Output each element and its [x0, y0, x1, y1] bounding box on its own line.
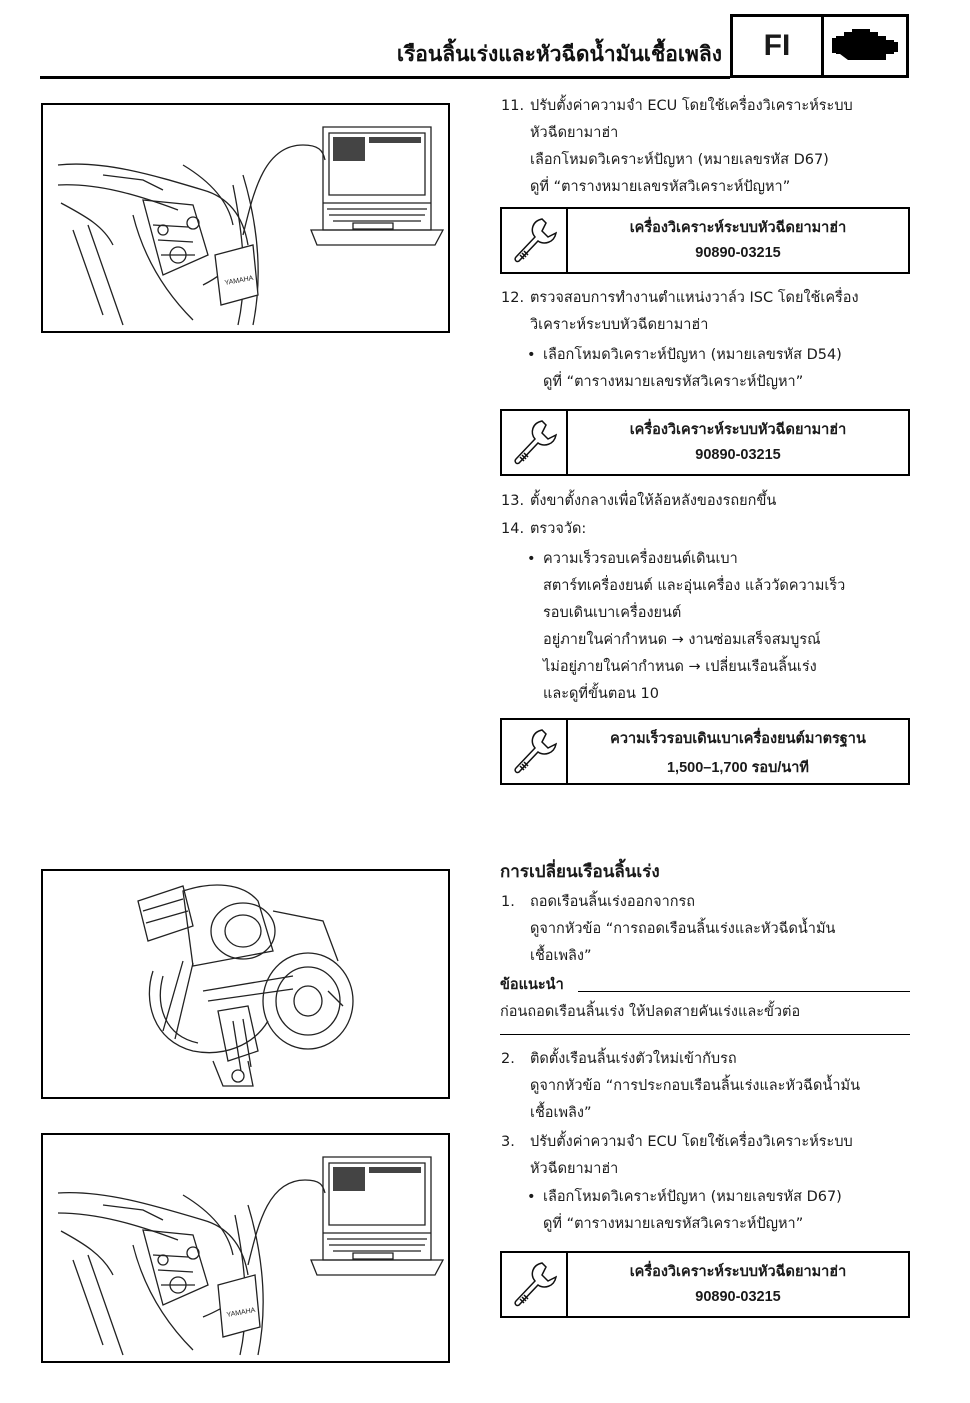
fig1-brand-label: YAMAHA [224, 275, 254, 287]
step-14-bullet-line-2: สตาร์ทเครื่องยนต์ และอุ่นเครื่อง แล้ววัดความเร็ว [543, 578, 846, 594]
wrench-icon [502, 209, 564, 271]
step-14-bullet-line-6: และดูที่ขั้นตอน 10 [543, 686, 659, 702]
fig3-brand-label: YAMAHA [226, 1307, 256, 1319]
step-11-line-2: หัวฉีดยามาฮ่า [530, 125, 619, 141]
note-rule-bottom [500, 1034, 910, 1035]
step-11-line-4: ดูที่ “ตารางหมายเลขรหัสวิเคราะห์ปัญหา” [530, 179, 791, 195]
step-14-bullet-line-3: รอบเดินเบาเครื่องยนต์ [543, 605, 682, 621]
throttle-body-illustration [43, 871, 448, 1097]
tool-icon-cell [502, 1253, 568, 1316]
step-12-line-1: ตรวจสอบการทำงานตำแหน่งวาล์ว ISC โดยใช้เครื่อง [530, 290, 859, 306]
note-text: ก่อนถอดเรือนลิ้นเร่ง ให้ปลดสายคันเร่งและขั้วต่อ [500, 1004, 801, 1020]
step-number: 2. [501, 1051, 515, 1067]
tool-box-1 [500, 207, 910, 274]
wrench-icon [502, 1253, 564, 1315]
tool-2-code: 90890-03215 [695, 447, 781, 463]
step-number: 13. [501, 493, 525, 509]
wrench-icon [502, 411, 564, 473]
step-number: 12. [501, 290, 525, 306]
step-3-bullet-line-2: ดูที่ “ตารางหมายเลขรหัสวิเคราะห์ปัญหา” [543, 1216, 804, 1232]
step-number: 11. [501, 98, 525, 114]
step-14-bullet-line-1: ความเร็วรอบเครื่องยนต์เดินเบา [543, 551, 738, 567]
spec-title: ความเร็วรอบเดินเบาเครื่องยนต์มาตรฐาน [610, 731, 866, 747]
engine-badge [821, 14, 909, 78]
figure-diagnostic-connection-1 [41, 103, 450, 333]
step-12-bullet-line-1: เลือกโหมดวิเคราะห์ปัญหา (หมายเลขรหัส D54) [543, 347, 842, 363]
tool-2-name: เครื่องวิเคราะห์ระบบหัวฉีดยามาฮ่า [629, 422, 847, 438]
figure-diagnostic-connection-2 [41, 1133, 450, 1363]
tool-3-name: เครื่องวิเคราะห์ระบบหัวฉีดยามาฮ่า [629, 1264, 847, 1280]
step-3-line-2: หัวฉีดยามาฮ่า [530, 1161, 619, 1177]
tool-1-code: 90890-03215 [695, 245, 781, 261]
section-title-replace-throttle-body: การเปลี่ยนเรือนลิ้นเร่ง [500, 862, 660, 882]
tool-1-name: เครื่องวิเคราะห์ระบบหัวฉีดยามาฮ่า [629, 220, 847, 236]
step-2-line-3: เชื้อเพลิง” [530, 1105, 592, 1121]
note-rule-top [578, 991, 910, 992]
step-14-bullet-line-5: ไม่อยู่ภายในค่ากำหนด → เปลี่ยนเรือนลิ้นเร่ง [543, 659, 817, 675]
step-2-line-2: ดูจากหัวข้อ “การประกอบเรือนลิ้นเร่งและหัวฉีดน้ำมัน [530, 1078, 860, 1094]
step-number: 1. [501, 894, 515, 910]
page-title: เรือนลิ้นเร่งและหัวฉีดน้ำมันเชื้อเพลิง [396, 41, 722, 66]
tool-icon-cell [502, 411, 568, 474]
step-3-line-1: ปรับตั้งค่าความจำ ECU โดยใช้เครื่องวิเคราะห์ระบบ [530, 1134, 853, 1150]
tool-box-2 [500, 409, 910, 476]
step-number: 3. [501, 1134, 515, 1150]
diagnostic-illustration [43, 1135, 448, 1361]
step-3-bullet-line-1: เลือกโหมดวิเคราะห์ปัญหา (หมายเลขรหัส D67) [543, 1189, 842, 1205]
step-2-line-1: ติดตั้งเรือนลิ้นเร่งตัวใหม่เข้ากับรถ [530, 1051, 737, 1067]
spec-value: 1,500–1,700 รอบ/นาที [666, 760, 809, 776]
step-12-bullet-line-2: ดูที่ “ตารางหมายเลขรหัสวิเคราะห์ปัญหา” [543, 374, 804, 390]
step-number: 14. [501, 521, 525, 537]
step-14-text: ตรวจวัด: [530, 521, 587, 537]
tool-box-3 [500, 1251, 910, 1318]
step-1-line-3: เชื้อเพลิง” [530, 948, 592, 964]
step-11-line-3: เลือกโหมดวิเคราะห์ปัญหา (หมายเลขรหัส D67) [530, 152, 829, 168]
note-label: ข้อแนะนำ [500, 976, 564, 993]
header-rule [40, 76, 730, 79]
tool-icon-cell [502, 209, 568, 272]
step-1-line-2: ดูจากหัวข้อ “การถอดเรือนลิ้นเร่งและหัวฉีดน้ำมัน [530, 921, 836, 937]
diagnostic-illustration [43, 105, 448, 331]
spec-box [500, 718, 910, 785]
fi-badge [730, 14, 824, 78]
step-12-line-2: วิเคราะห์ระบบหัวฉีดยามาฮ่า [530, 317, 709, 333]
fi-badge-label: FI [763, 29, 791, 62]
wrench-icon [502, 720, 564, 782]
step-14-bullet-line-4: อยู่ภายในค่ากำหนด → งานซ่อมเสร็จสมบูรณ์ [543, 632, 821, 648]
engine-icon [830, 24, 900, 68]
step-13-text: ตั้งขาตั้งกลางเพื่อให้ล้อหลังของรถยกขึ้น [530, 493, 777, 509]
spec-icon-cell [502, 720, 568, 783]
step-1-line-1: ถอดเรือนลิ้นเร่งออกจากรถ [530, 894, 696, 910]
tool-3-code: 90890-03215 [695, 1289, 781, 1305]
figure-throttle-body [41, 869, 450, 1099]
step-11-line-1: ปรับตั้งค่าความจำ ECU โดยใช้เครื่องวิเคราะห์ระบบ [530, 98, 853, 114]
